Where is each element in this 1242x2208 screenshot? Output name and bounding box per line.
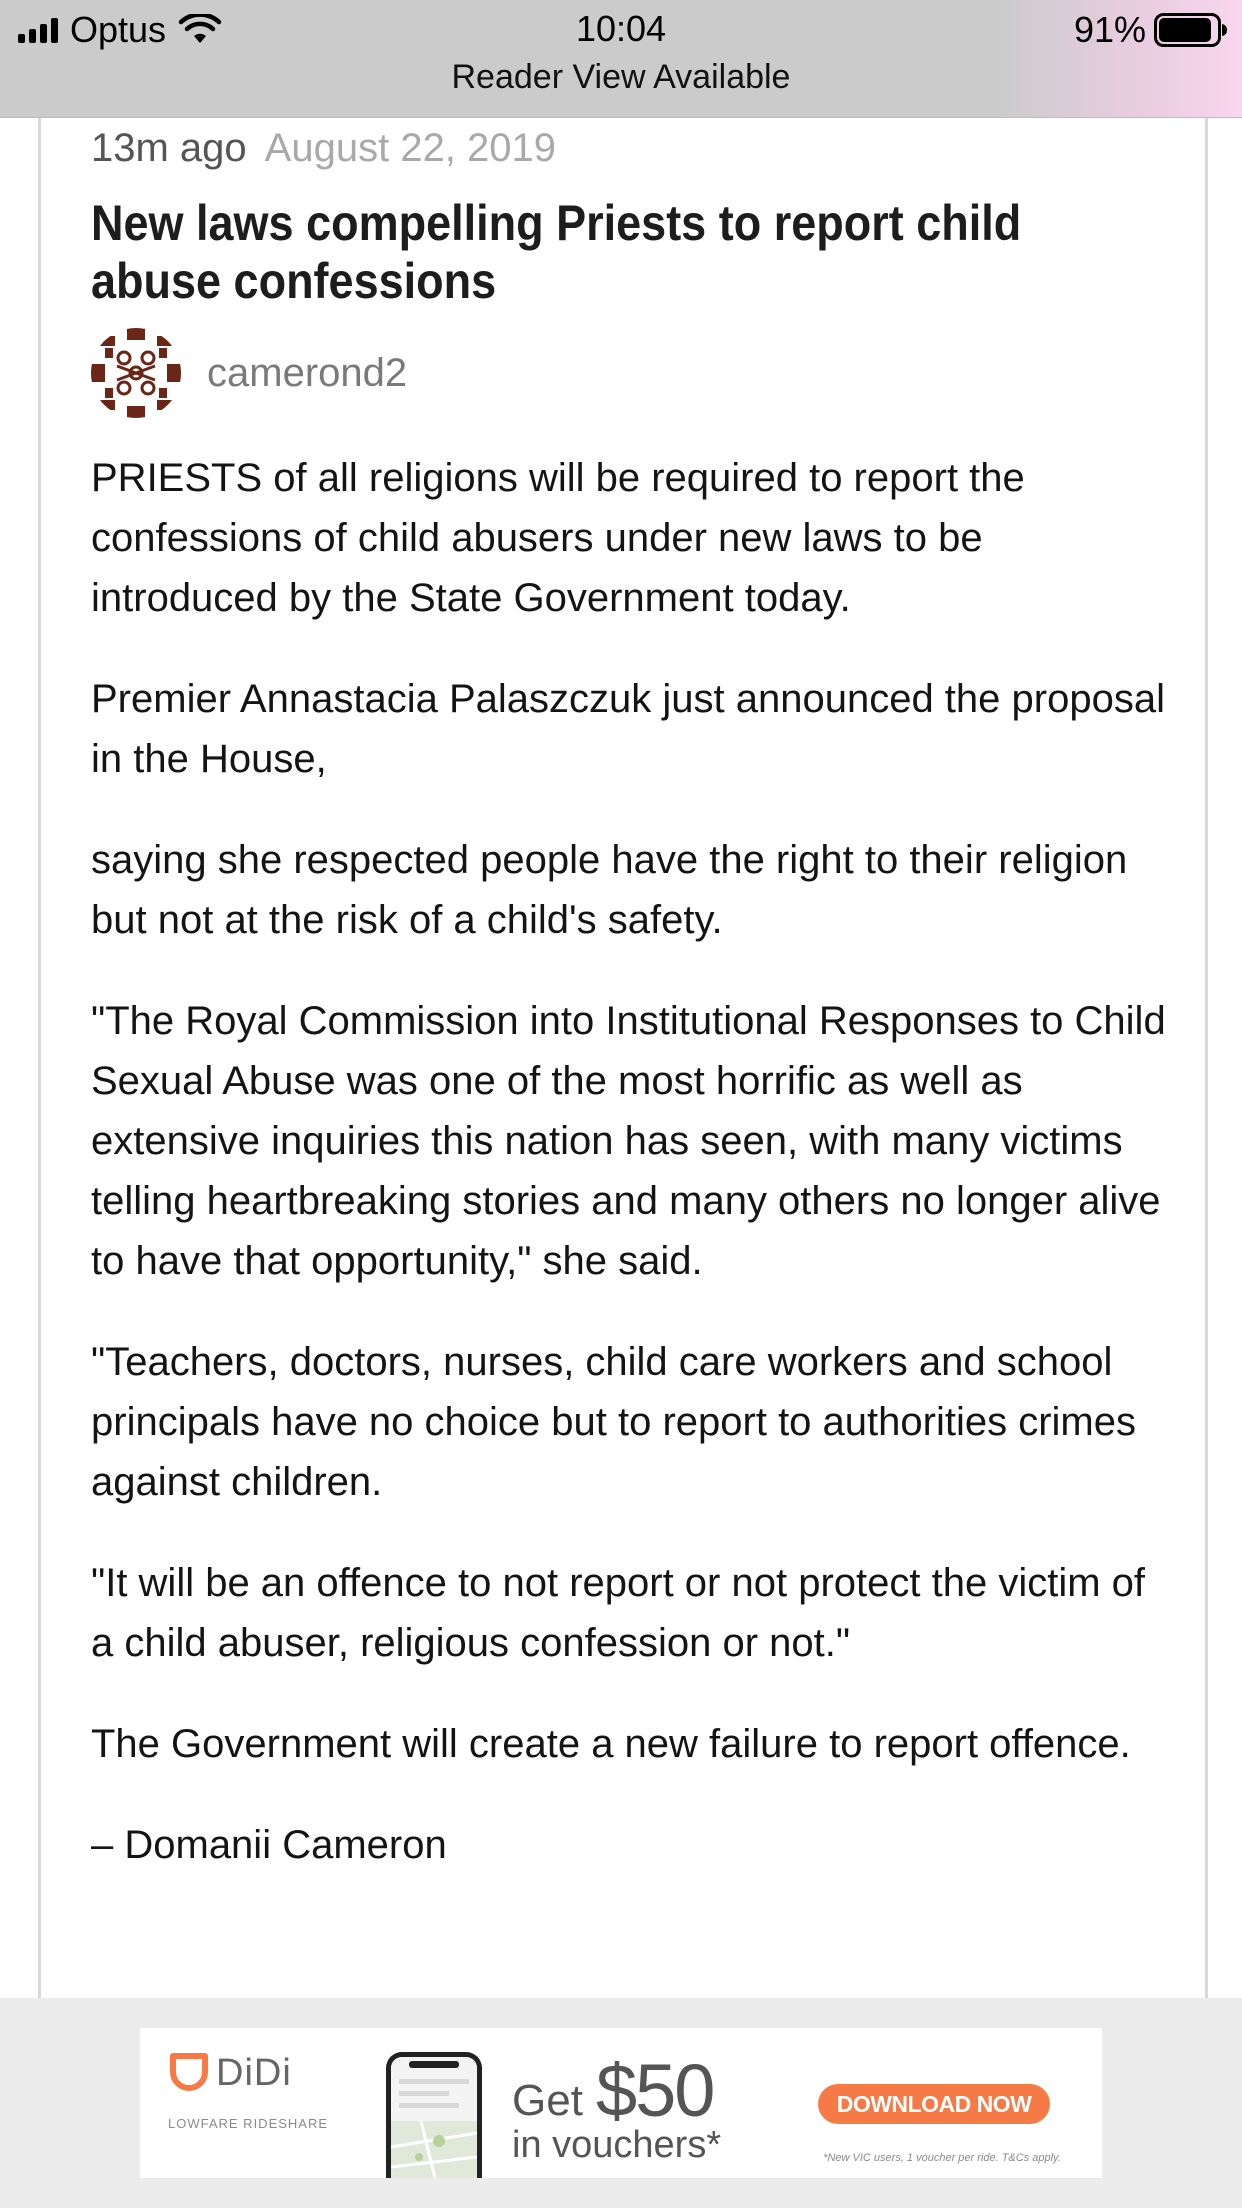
title-line: New laws compelling Priests to report child xyxy=(91,195,1022,251)
didi-logo xyxy=(168,2050,292,2096)
carrier-name: Optus xyxy=(70,9,167,50)
ad-area xyxy=(0,1998,1242,2208)
article-signature: – Domanii Cameron xyxy=(91,1823,447,1867)
article-meta xyxy=(91,126,556,171)
article-title[interactable] xyxy=(91,194,1045,310)
battery-percent: 91% xyxy=(1073,9,1146,50)
clock: 10:04 xyxy=(575,8,667,49)
article-body xyxy=(91,448,1171,1916)
ad-amount: $50 xyxy=(596,2049,714,2132)
battery-icon xyxy=(1154,13,1228,47)
phone-image xyxy=(386,2052,482,2178)
article-paragraph: The Government will create a new failure to report offence. xyxy=(91,1722,1131,1766)
article-paragraph: saying she respected people have the right to their religion but not at the risk of a child's safety. xyxy=(91,838,1128,942)
article-card xyxy=(38,118,1208,1998)
didi-tagline: LOWFARE RIDESHARE xyxy=(168,2116,329,2131)
article-paragraph: PRIESTS of all religions will be required to report the confessions of child abusers under new laws to be introduced by the State Government today. xyxy=(91,456,1025,620)
didi-logo-icon xyxy=(168,2050,210,2096)
author-name[interactable]: camerond2 xyxy=(207,350,408,395)
publish-date: August 22, 2019 xyxy=(264,126,557,170)
ad-get-label: Get xyxy=(512,2076,583,2125)
reader-view-banner[interactable]: Reader View Available xyxy=(451,58,791,96)
article-paragraph: "It will be an offence to not report or not protect the victim of a child abuser, religious confession or not." xyxy=(91,1561,1146,1665)
ad-vouchers-label: in vouchers* xyxy=(512,2124,722,2166)
time-ago: 13m ago xyxy=(91,126,247,170)
pattern-avatar-icon xyxy=(91,328,181,418)
download-now-button[interactable]: DOWNLOAD NOW xyxy=(818,2084,1050,2124)
status-bar xyxy=(0,0,1242,118)
ad-fine-print: *New VIC users, 1 voucher per ride. T&Cs apply. xyxy=(823,2152,1061,2164)
phone-screen-icon xyxy=(391,2057,477,2178)
author-row[interactable] xyxy=(91,328,407,418)
status-right xyxy=(1074,10,1228,50)
article-paragraph: Premier Annastacia Palaszczuk just announced the proposal in the House, xyxy=(91,677,1165,781)
title-line: abuse confessions xyxy=(91,253,497,309)
didi-brand: DiDi xyxy=(216,2051,292,2094)
didi-ad-banner[interactable] xyxy=(140,2028,1102,2178)
article-paragraph: "The Royal Commission into Institutional Responses to Child Sexual Abuse was one of the most horrific as well as extensive inquiries this nation has seen, with many victims telling heartbreaking stories and many others no longer alive to have that opportunity," she said. xyxy=(91,999,1166,1283)
article-paragraph: "Teachers, doctors, nurses, child care workers and school principals have no choice but to report to authorities crimes against children. xyxy=(91,1340,1136,1504)
author-avatar[interactable] xyxy=(91,328,181,418)
